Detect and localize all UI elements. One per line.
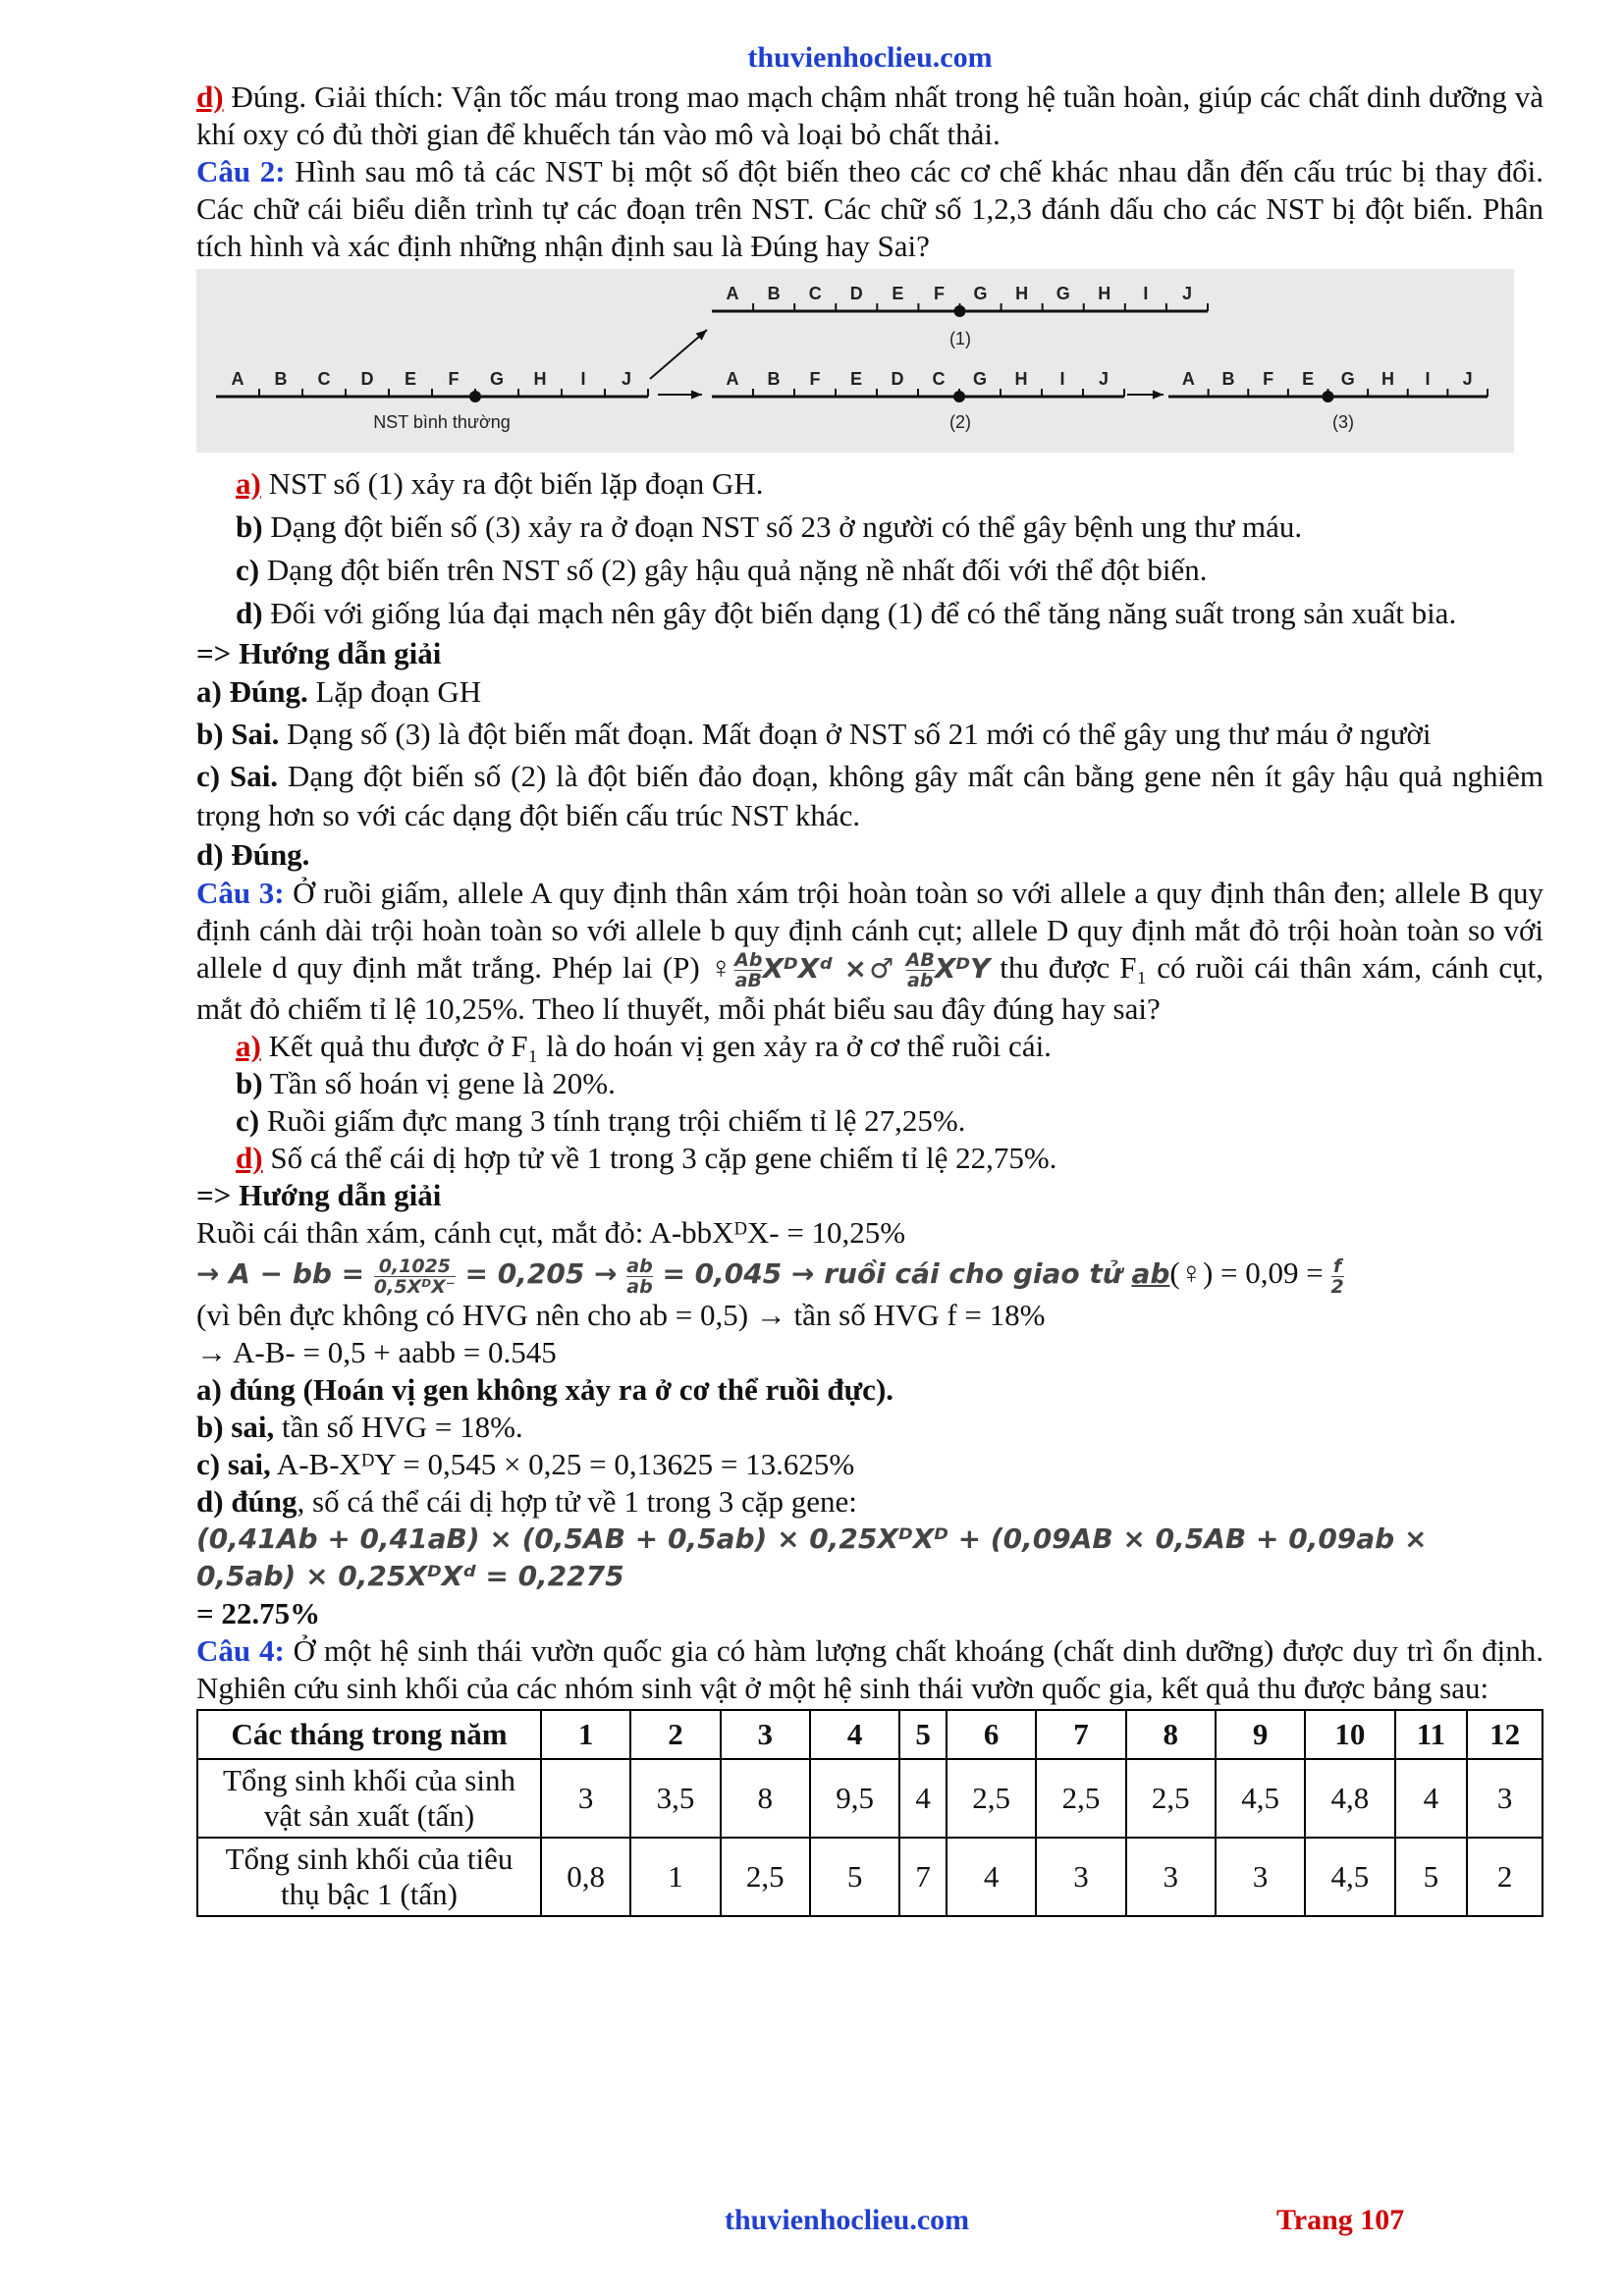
cross-male-genotype xyxy=(906,950,935,990)
chromosome-1-segment-label: B xyxy=(767,284,781,303)
table-cell: 9,5 xyxy=(810,1759,899,1838)
table-cell: 4,5 xyxy=(1305,1838,1394,1916)
biomass-table-body xyxy=(197,1710,1543,1916)
l2-frac3-bot: 2 xyxy=(1330,1275,1344,1298)
chromosome-2-segment-label: I xyxy=(1059,369,1065,389)
table-cell: 3 xyxy=(1216,1838,1305,1916)
chromosome-2-segment-label: F xyxy=(809,369,821,389)
chromosome-3-segment-label: G xyxy=(1340,369,1355,389)
l2-frac3-top: f xyxy=(1331,1256,1344,1277)
chromosome-2-segment-label: D xyxy=(891,369,904,389)
q3-options xyxy=(196,1028,1543,1177)
chromosome-normal-segment-label: I xyxy=(580,369,586,389)
table-cell: 5 xyxy=(810,1838,899,1916)
q3-ans-c xyxy=(196,1446,1543,1483)
l2-frac1-bot: 0,5XᴰX⁻ xyxy=(373,1275,456,1298)
table-cell: 3 xyxy=(1467,1759,1543,1838)
q2-answer xyxy=(196,712,1543,757)
l2e: (♀) = 0,09 = xyxy=(1169,1255,1331,1291)
l2-frac1 xyxy=(374,1256,456,1297)
table-cell: 2,5 xyxy=(721,1838,810,1916)
q3-line3: (vì bên đực không có HVG nên cho ab = 0,5) → tần số HVG f = 18% xyxy=(196,1297,1046,1332)
q3-option xyxy=(196,1028,1543,1065)
chromosome-normal-segment-label: D xyxy=(360,369,374,389)
q2-answer-text: Lặp đoạn GH xyxy=(307,674,482,709)
chromosome-1-segment-label: A xyxy=(726,284,739,303)
q2-answer-label: a) Đúng. xyxy=(196,674,308,709)
q2-option-label: d) xyxy=(236,596,263,630)
ans-c-text: A-B-XᴰY = 0,545 × 0,25 = 0,13625 = 13.625% xyxy=(270,1446,855,1481)
chromosome-2-segment-label: E xyxy=(849,369,863,389)
q2-option-text: Dạng đột biến trên NST số (2) gây hậu quả nặng nề nhất đối với thể đột biến. xyxy=(259,553,1208,587)
table-header-cell: 2 xyxy=(630,1710,720,1759)
q4-stem xyxy=(196,1632,1543,1707)
l2a: → A − bb = xyxy=(196,1257,374,1291)
ans-c-label: c) sai, xyxy=(196,1446,271,1481)
q1-d-label: d) xyxy=(196,80,224,114)
ans-d-text: , số cá thể cái dị hợp tử về 1 trong 3 cặp gene: xyxy=(297,1483,857,1519)
table-header-cell: 3 xyxy=(721,1710,810,1759)
q3-option-label: c) xyxy=(236,1103,260,1139)
table-header-cell: Các tháng trong năm xyxy=(197,1710,541,1759)
table-header-cell: 8 xyxy=(1126,1710,1216,1759)
q3-ans-b xyxy=(196,1409,1543,1446)
table-cell: 3,5 xyxy=(630,1759,720,1838)
q2-option-label: a) xyxy=(236,466,261,501)
chromosome-1-segment-label: J xyxy=(1181,284,1192,303)
q2-guide-title: => Hướng dẫn giải xyxy=(196,636,442,670)
cross-female-genotype xyxy=(734,950,762,990)
table-cell: Tổng sinh khối của tiêu thụ bậc 1 (tấn) xyxy=(197,1838,541,1916)
table-header-cell: 7 xyxy=(1036,1710,1125,1759)
q4-text: Ở một hệ sinh thái vườn quốc gia có hàm lượng chất khoáng (chất dinh dưỡng) được duy trì ổn định. Nghiên cứu sinh khối của các nhóm sinh vật ở một hệ sinh thái vườn quốc gia, kết quả thu được bảng sau: xyxy=(196,1632,1543,1705)
q2-option-label: b) xyxy=(236,509,263,544)
chromosome-1-segment-label: I xyxy=(1143,284,1149,303)
q3-guide-title: => Hướng dẫn giải xyxy=(196,1178,442,1213)
table-cell: 2,5 xyxy=(947,1759,1036,1838)
chromosome-normal-segment-label: E xyxy=(404,369,417,389)
q3-formula2: 0,5ab) × 0,25XᴰXᵈ = 0,2275 xyxy=(196,1559,624,1592)
table-row xyxy=(197,1759,1543,1838)
female-bot: aB xyxy=(734,970,762,992)
q3-option-label: d) xyxy=(236,1141,263,1176)
table-cell: 2,5 xyxy=(1126,1759,1216,1838)
table-cell: 5 xyxy=(1395,1838,1468,1916)
arrow-to-1 xyxy=(650,330,707,379)
chromosome-1-segment-label: H xyxy=(1015,284,1029,303)
q3-label: Câu 3: xyxy=(196,876,285,910)
l2b: = 0,205 → xyxy=(455,1257,627,1291)
q2-answers xyxy=(196,672,1543,875)
q3-ans-d xyxy=(196,1483,1543,1521)
l2-frac2-top: ab xyxy=(626,1255,653,1277)
q2-options xyxy=(196,462,1543,635)
male-x: XᴰY xyxy=(934,952,991,985)
q2-option xyxy=(196,506,1543,549)
q3-ans-a: a) đúng (Hoán vị gen không xảy ra ở cơ thể ruồi đực). xyxy=(196,1371,894,1407)
chromosome-3-segment-label: I xyxy=(1425,369,1431,389)
table-cell: 4,5 xyxy=(1216,1759,1305,1838)
table-header-cell: 9 xyxy=(1216,1710,1305,1759)
header-site[interactable]: thuvienhoclieu.com xyxy=(747,41,993,74)
q3-option-text: Kết quả thu được ở F₁ là do hoán vị gen xảy ra ở cơ thể ruồi cái. xyxy=(260,1029,1052,1064)
female-top: Ab xyxy=(734,949,763,972)
l2-frac2 xyxy=(626,1256,652,1297)
l2d: ab xyxy=(1131,1257,1170,1291)
table-header-cell: 5 xyxy=(899,1710,947,1759)
q3-line4: → A-B- = 0,5 + aabb = 0.545 xyxy=(196,1334,557,1369)
table-cell: 2,5 xyxy=(1036,1759,1125,1838)
chromosome-1-segment-label: H xyxy=(1098,284,1111,303)
table-cell: 3 xyxy=(1126,1838,1216,1916)
ans-b-label: b) sai, xyxy=(196,1409,275,1444)
table-header-cell: 11 xyxy=(1395,1710,1468,1759)
q2-option-text: Dạng đột biến số (3) xảy ra ở đoạn NST số 23 ở người có thể gây bệnh ung thư máu. xyxy=(262,509,1303,544)
arrow-to-3-head xyxy=(1153,390,1164,399)
chromosome-1-segment-label: G xyxy=(1056,284,1070,303)
q2-answer-label: b) Sai. xyxy=(196,717,280,751)
q2-answer-text: Dạng đột biến số (2) là đột biến đảo đoạn, không gây mất cân bằng gene nên ít gây hậu quả nghiêm trọng hơn so với các dạng đột biến cấu trúc NST khác. xyxy=(196,759,1543,832)
q3-option-text: Số cá thể cái dị hợp tử về 1 trong 3 cặp gene chiếm tỉ lệ 22,75%. xyxy=(262,1141,1057,1176)
chromosome-normal-segment-label: G xyxy=(489,369,505,389)
table-cell: 7 xyxy=(899,1838,947,1916)
q3-option-label: a) xyxy=(236,1029,261,1064)
chromosome-3-segment-label: B xyxy=(1221,369,1235,389)
chromosome-3-centromere xyxy=(1323,391,1334,402)
ans-b-text: tần số HVG = 18%. xyxy=(274,1409,523,1444)
q2-option xyxy=(196,549,1543,592)
q4-label: Câu 4: xyxy=(196,1632,285,1668)
q2-option-text: NST số (1) xảy ra đột biến lặp đoạn GH. xyxy=(260,466,764,501)
table-cell: 4 xyxy=(899,1759,947,1838)
chromosome-normal-segment-label: B xyxy=(274,369,288,389)
chromosome-3-segment-label: A xyxy=(1181,369,1195,389)
q3-text2: thu được F₁ có ruồi cái thân xám, cánh cụt, mắt đỏ chiếm tỉ lệ 10,25%. Theo lí thuyết, mỗi phát biểu sau đây đúng hay sai? xyxy=(196,950,1544,1027)
chromosome-normal-segment-label: J xyxy=(621,369,632,389)
chromosome-1-centromere xyxy=(954,305,966,317)
ans-d-label: d) đúng xyxy=(196,1483,298,1519)
table-header-cell: 12 xyxy=(1467,1710,1543,1759)
chromosome-normal-centromere xyxy=(469,391,481,402)
table-cell: 4 xyxy=(947,1838,1036,1916)
table-cell: 2 xyxy=(1467,1838,1543,1916)
q2-answer xyxy=(196,835,1543,875)
q3-text1: Ở ruồi giấm, allele A quy định thân xám trội hoàn toàn so với allele a quy định thân đen; allele B quy định cánh dài trội hoàn toàn so với allele b quy định cánh cụt; allele D quy định mắt đỏ trội hoàn toàn so với allele d quy định mắt trắng. Phép lai (P) ♀ xyxy=(196,876,1543,985)
chromosome-diagram-svg xyxy=(196,269,1514,453)
q2-answer-label: d) Đúng. xyxy=(196,837,310,872)
q1-tail xyxy=(196,79,1543,153)
mutant-3-label: (3) xyxy=(1332,412,1354,432)
table-header-cell: 6 xyxy=(947,1710,1036,1759)
table-header-cell: 10 xyxy=(1305,1710,1394,1759)
q2-option xyxy=(196,592,1543,635)
mutant-2-label: (2) xyxy=(949,412,971,432)
l2c: = 0,045 → ruồi cái cho giao tử xyxy=(652,1257,1132,1291)
q2-option xyxy=(196,462,1543,506)
table-header-row xyxy=(197,1710,1543,1759)
chromosome-3-segment-label: F xyxy=(1263,369,1274,389)
table-header-cell: 4 xyxy=(810,1710,899,1759)
table-header-cell: 1 xyxy=(541,1710,630,1759)
q3-option-text: Tần số hoán vị gene là 20%. xyxy=(262,1066,616,1101)
l2-frac2-bot: ab xyxy=(626,1275,653,1298)
table-cell: 0,8 xyxy=(541,1838,630,1916)
chromosome-1-segment-label: D xyxy=(849,284,863,303)
table-cell: 4 xyxy=(1395,1759,1468,1838)
chromosome-2-centromere xyxy=(953,391,965,402)
q2-answer xyxy=(196,672,1543,712)
male-bot: ab xyxy=(907,970,934,992)
chromosome-2-segment-label: A xyxy=(726,369,739,389)
chromosome-2-segment-label: C xyxy=(932,369,946,389)
footer-page-number: Trang 107 xyxy=(1276,2204,1405,2236)
normal-label: NST bình thường xyxy=(373,412,511,432)
q3-option xyxy=(196,1065,1543,1102)
chromosome-normal-segment-label: F xyxy=(448,369,460,389)
q3-stem xyxy=(196,875,1543,1028)
q3-result: = 22.75% xyxy=(196,1595,321,1630)
chromosome-3-segment-label: E xyxy=(1302,369,1315,389)
table-cell: 4,8 xyxy=(1305,1759,1394,1838)
q3-option-label: b) xyxy=(236,1066,263,1101)
q3-option xyxy=(196,1102,1543,1140)
q2-option-text: Đối với giống lúa đại mạch nên gây đột biến dạng (1) để có thể tăng năng suất trong sản xuất bia. xyxy=(262,596,1457,630)
chromosome-3-segment-label: H xyxy=(1380,369,1394,389)
table-cell: Tổng sinh khối của sinh vật sản xuất (tấn) xyxy=(197,1759,541,1838)
chromosome-normal-segment-label: A xyxy=(231,369,244,389)
table-cell: 8 xyxy=(721,1759,810,1838)
table-cell: 1 xyxy=(630,1838,720,1916)
male-top: AB xyxy=(905,949,935,972)
table-row xyxy=(197,1838,1543,1916)
mutant-1-label: (1) xyxy=(949,329,971,348)
chromosome-2-segment-label: B xyxy=(767,369,781,389)
chromosome-1-segment-label: E xyxy=(892,284,904,303)
q1-d-text: Đúng. Giải thích: Vận tốc máu trong mao mạch chậm nhất trong hệ tuần hoàn, giúp các chất dinh dưỡng và khí oxy có đủ thời gian để khuếch tán vào mô và loại bỏ chất thải. xyxy=(196,80,1543,151)
q3-formula1: (0,41Ab + 0,41aB) × (0,5AB + 0,5ab) × 0,25XᴰXᴰ + (0,09AB × 0,5AB + 0,09ab × xyxy=(196,1522,1428,1555)
q3-line2 xyxy=(196,1252,1543,1296)
biomass-table xyxy=(196,1709,1543,1917)
q2-answer xyxy=(196,757,1543,835)
chromosome-1-segment-label: G xyxy=(973,284,988,303)
female-x: XᴰXᵈ ×♂ xyxy=(762,952,896,985)
q3-line1: Ruồi cái thân xám, cánh cụt, mắt đỏ: A-bbXᴰX- = 10,25% xyxy=(196,1215,906,1251)
chromosome-2-segment-label: J xyxy=(1098,369,1110,389)
q2-option-label: c) xyxy=(236,553,260,587)
l2-frac1-top: 0,1025 xyxy=(374,1256,456,1277)
document-page xyxy=(196,37,1543,1917)
q2-answer-label: c) Sai. xyxy=(196,759,279,793)
q3-option xyxy=(196,1140,1543,1177)
table-cell: 3 xyxy=(541,1759,630,1838)
chromosome-1-segment-label: F xyxy=(933,284,945,303)
arrow-to-2-head xyxy=(691,390,702,399)
chromosome-3-segment-label: J xyxy=(1462,369,1473,389)
q2-label: Câu 2: xyxy=(196,154,286,188)
chromosome-normal-segment-label: C xyxy=(317,369,331,389)
q3-option-text: Ruồi giấm đực mang 3 tính trạng trội chiếm tỉ lệ 27,25%. xyxy=(259,1103,966,1139)
l2-frac3 xyxy=(1331,1256,1344,1297)
chromosome-1-segment-label: C xyxy=(808,284,822,303)
table-cell: 3 xyxy=(1036,1838,1125,1916)
q2-stem xyxy=(196,153,1543,265)
q2-answer-text: Dạng số (3) là đột biến mất đoạn. Mất đoạn ở NST số 21 mới có thể gây ung thư máu ở người xyxy=(279,717,1432,751)
chromosome-2-segment-label: H xyxy=(1014,369,1028,389)
chromosome-2-segment-label: G xyxy=(972,369,988,389)
q2-text: Hình sau mô tả các NST bị một số đột biến theo các cơ chế khác nhau dẫn đến cấu trúc bị thay đổi. Các chữ cái biểu diễn trình tự các đoạn trên NST. Các chữ số 1,2,3 đánh dấu cho các NST bị đột biến. Phân tích hình và xác định những nhận định sau là Đúng hay Sai? xyxy=(196,154,1544,263)
chromosome-normal-segment-label: H xyxy=(533,369,547,389)
chromosome-diagram xyxy=(196,269,1514,453)
footer-site[interactable]: thuvienhoclieu.com xyxy=(725,2204,970,2236)
